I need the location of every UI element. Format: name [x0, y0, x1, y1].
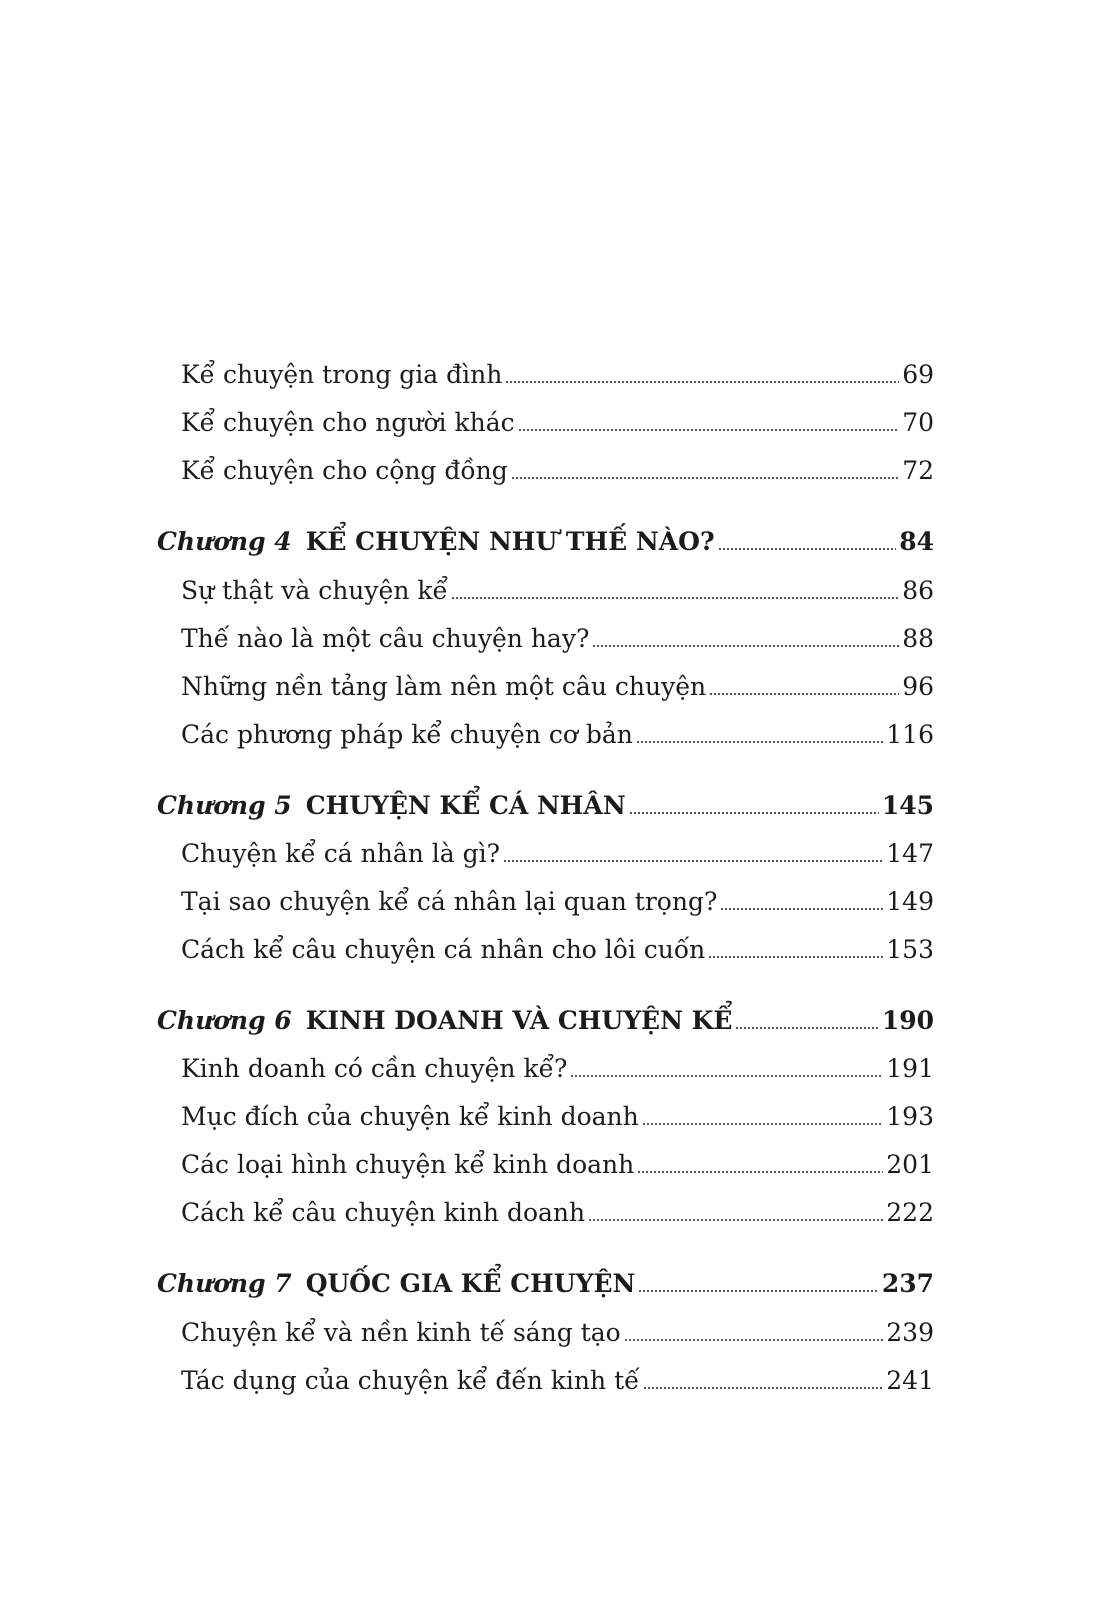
toc-page-number: 222 — [886, 1198, 934, 1227]
toc-page-number: 69 — [902, 360, 934, 389]
dot-leader — [642, 1123, 884, 1125]
dot-leader — [592, 645, 899, 647]
dot-leader — [588, 1219, 883, 1221]
toc-entry-title: Các phương pháp kể chuyện cơ bản — [181, 720, 633, 749]
dot-leader — [451, 597, 899, 599]
toc-entry-title: Mục đích của chuyện kể kinh doanh — [181, 1102, 639, 1131]
dot-leader — [518, 429, 900, 431]
chapter-label: Chương 5 — [157, 791, 292, 820]
toc-entry[interactable] — [181, 406, 934, 440]
toc-page-number: 116 — [886, 720, 934, 749]
toc-page-number: 86 — [902, 576, 934, 605]
toc-entry-title: Cách kể câu chuyện cá nhân cho lôi cuốn — [181, 935, 706, 964]
dot-leader — [643, 1387, 884, 1389]
toc-page-number: 193 — [886, 1102, 934, 1131]
toc-entry[interactable] — [181, 1052, 934, 1086]
toc-entry-title: Kinh doanh có cần chuyện kể? — [181, 1054, 568, 1083]
toc-entry-title: Thế nào là một câu chuyện hay? — [181, 624, 590, 653]
toc-page-number: 239 — [886, 1318, 934, 1347]
toc-page-number: 147 — [886, 839, 934, 868]
dot-leader — [735, 1027, 878, 1029]
toc-page-number: 145 — [881, 791, 934, 820]
toc-entry-title: Chuyện kể cá nhân là gì? — [181, 839, 501, 868]
toc-page-number: 88 — [902, 624, 934, 653]
toc-entry-title: Cách kể câu chuyện kinh doanh — [181, 1198, 586, 1227]
toc-chapter-heading[interactable] — [157, 789, 934, 823]
dot-leader — [637, 1171, 883, 1173]
dot-leader — [709, 693, 899, 695]
toc-page-number: 72 — [902, 456, 934, 485]
toc-entry[interactable] — [181, 1316, 934, 1350]
chapter-label: Chương 4 — [157, 527, 292, 556]
chapter-title: CHUYỆN KỂ CÁ NHÂN — [305, 791, 626, 820]
toc-entry-title: Sự thật và chuyện kể — [181, 576, 448, 605]
toc-entry[interactable] — [181, 718, 934, 752]
toc-entry-title: Các loại hình chuyện kể kinh doanh — [181, 1150, 635, 1179]
toc-entry[interactable] — [181, 1364, 934, 1398]
dot-leader — [511, 477, 899, 479]
dot-leader — [720, 908, 883, 910]
toc-entry-title: Tác dụng của chuyện kể đến kinh tế — [181, 1366, 640, 1395]
toc-chapter-heading[interactable] — [157, 525, 934, 559]
toc-entry[interactable] — [181, 358, 934, 392]
dot-leader — [503, 860, 883, 862]
chapter-title: KỂ CHUYỆN NHƯ THẾ NÀO? — [305, 527, 715, 556]
toc-page-number: 190 — [881, 1006, 934, 1035]
dot-leader — [624, 1339, 884, 1341]
toc-page-number: 241 — [886, 1366, 934, 1395]
toc-page-number: 149 — [886, 887, 934, 916]
toc-page-number: 84 — [899, 527, 934, 556]
toc-chapter-heading[interactable] — [157, 1004, 934, 1038]
toc-entry-title: Chuyện kể và nền kinh tế sáng tạo — [181, 1318, 621, 1347]
toc-page-number: 201 — [886, 1150, 934, 1179]
toc-entry-title: Những nền tảng làm nên một câu chuyện — [181, 672, 707, 701]
chapter-label: Chương 6 — [157, 1006, 292, 1035]
dot-leader — [505, 381, 899, 383]
toc-entry[interactable] — [181, 837, 934, 871]
chapter-label: Chương 7 — [157, 1269, 292, 1298]
toc-entry-title: Kể chuyện trong gia đình — [181, 360, 503, 389]
dot-leader — [638, 1290, 878, 1292]
toc-entry[interactable] — [181, 670, 934, 704]
toc-entry-title: Kể chuyện cho người khác — [181, 408, 515, 437]
toc-entry-title: Tại sao chuyện kể cá nhân lại quan trọng? — [181, 887, 718, 916]
toc-entry[interactable] — [181, 622, 934, 656]
chapter-title: QUỐC GIA KỂ CHUYỆN — [305, 1269, 636, 1298]
toc-chapter-heading[interactable] — [157, 1267, 934, 1301]
dot-leader — [570, 1075, 883, 1077]
toc-entry[interactable] — [181, 1196, 934, 1230]
toc-entry[interactable] — [181, 1148, 934, 1182]
chapter-title: KINH DOANH VÀ CHUYỆN KỂ — [305, 1006, 733, 1035]
toc-entry[interactable] — [181, 885, 934, 919]
toc-entry-title: Kể chuyện cho cộng đồng — [181, 456, 508, 485]
toc-page-number: 153 — [886, 935, 934, 964]
toc-entry[interactable] — [181, 933, 934, 967]
toc-entry[interactable] — [181, 454, 934, 488]
dot-leader — [636, 741, 883, 743]
dot-leader — [629, 812, 879, 814]
toc-entry[interactable] — [181, 574, 934, 608]
toc-page-number: 191 — [886, 1054, 934, 1083]
dot-leader — [708, 956, 883, 958]
toc-page-number: 96 — [902, 672, 934, 701]
dot-leader — [718, 548, 897, 550]
toc-entry[interactable] — [181, 1100, 934, 1134]
toc-page-number: 237 — [881, 1269, 934, 1298]
toc-page-number: 70 — [902, 408, 934, 437]
